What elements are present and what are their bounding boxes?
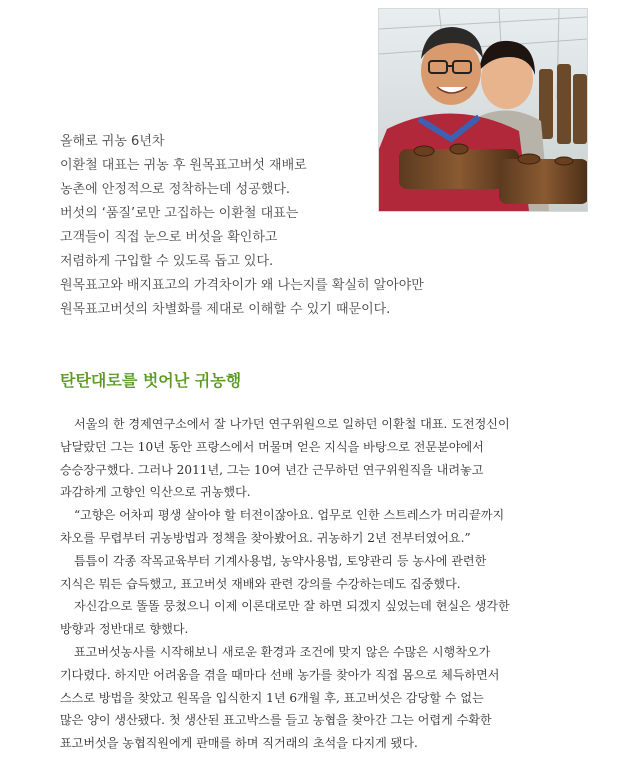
intro-line: 원목표고와 배지표고의 가격차이가 왜 나는지를 확실히 알아야만 xyxy=(60,278,424,293)
intro-line: 버섯의 ‘품질’로만 고집하는 이환철 대표는 xyxy=(60,206,299,221)
intro-line: 농촌에 안정적으로 정착하는데 성공했다. xyxy=(60,182,291,197)
body-line: 많은 양이 생산됐다. 첫 생산된 표고박스를 들고 농협을 찾아간 그는 어렵게 수확한 xyxy=(60,713,492,728)
body-line: 방향과 정반대로 향했다. xyxy=(60,622,189,637)
body-line: 표고버섯을 농협직원에게 판매를 하며 직거래의 초석을 다지게 됐다. xyxy=(60,736,418,751)
body-line: 서울의 한 경제연구소에서 잘 나가던 연구위원으로 일하던 이환철 대표. 도전정신이 xyxy=(74,417,510,431)
intro-line: 원목표고버섯의 차별화를 제대로 이해할 수 있기 때문이다. xyxy=(60,302,391,317)
quote-line: “고향은 어차피 평생 살아야 할 터전이잖아요. 업무로 인한 스트레스가 머리끝까지 xyxy=(74,508,505,523)
body-line: 표고버섯농사를 시작해보니 새로운 환경과 조건에 맞지 않은 수많은 시행착오가 xyxy=(74,644,491,659)
article-body xyxy=(60,413,600,755)
body-line: 지식은 뭐든 습득했고, 표고버섯 재배와 관련 강의를 수강하는데도 집중했다. xyxy=(60,576,461,591)
body-line: 자신감으로 똘똘 뭉쳤으니 이제 이론대로만 잘 하면 되겠지 싶었는데 현실은 생각한 xyxy=(74,599,510,614)
intro-line: 저렴하게 구입할 수 있도록 돕고 있다. xyxy=(60,254,274,269)
body-line: 승승장구했다. 그러나 2011년, 그는 10여 년간 근무하던 연구위원직을 내려놓고 xyxy=(60,462,484,477)
body-line: 과감하게 고향인 익산으로 귀농했다. xyxy=(60,485,251,500)
body-line: 스스로 방법을 찾았고 원목을 입식한지 1년 6개월 후, 표고버섯은 감당할 수 없는 xyxy=(60,690,484,705)
intro-line: 이환철 대표는 귀농 후 원목표고버섯 재배로 xyxy=(60,158,307,173)
intro-line: 올해로 귀농 6년차 xyxy=(60,134,165,149)
body-line: 틈틈이 각종 작목교육부터 기계사용법, 농약사용법, 토양관리 등 농사에 관련한 xyxy=(74,553,487,568)
body-line: 기다렸다. 하지만 어려움을 겪을 때마다 선배 농가를 찾아가 직접 몸으로 체득하면서 xyxy=(60,667,500,682)
intro-paragraph xyxy=(60,130,580,322)
section-heading: 탄탄대로를 벗어난 귀농행 xyxy=(60,371,242,390)
quote-line: 차오를 무렵부터 귀농방법과 정책을 찾아봤어요. 귀농하기 2년 전부터였어요.” xyxy=(60,530,471,545)
body-line: 남달랐던 그는 10년 동안 프랑스에서 머물며 얻은 지식을 바탕으로 전문분야에서 xyxy=(60,439,484,454)
intro-line: 고객들이 직접 눈으로 버섯을 확인하고 xyxy=(60,230,278,245)
